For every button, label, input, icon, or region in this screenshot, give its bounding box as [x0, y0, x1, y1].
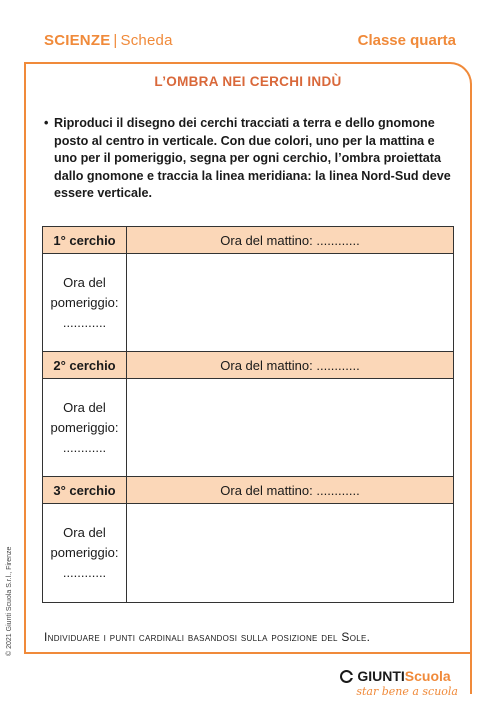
afternoon-blank: ............ [62, 565, 107, 580]
header-separator: | [113, 32, 118, 49]
subject-name: SCIENZE [44, 32, 111, 49]
instruction-text: Riproduci il disegno dei cerchi tracciati a terra e dello gnomone posto al centro in verticale. Con due colori, uno per la mattina e uno per il pomeriggio, segna per ogni cerchio, l’ombra proiettata dallo gnomone e traccia la linea meridiana: la linea Nord-Sud deve essere verticale. [54, 116, 451, 200]
afternoon-label-line1: Ora del [63, 400, 106, 415]
instruction [44, 115, 460, 203]
afternoon-label-line2: pomeriggio: [50, 545, 119, 560]
worksheet-title: L’OMBRA NEI CERCHI INDÙ [154, 74, 342, 89]
copyright-notice: © 2021 Giunti Scuola S.r.l., Firenze [6, 546, 13, 656]
logo-brand-b: Scuola [404, 668, 451, 684]
table-header-row [43, 477, 453, 504]
circle-label: 1° cerchio [43, 227, 127, 253]
drawing-area[interactable] [127, 504, 453, 602]
afternoon-time-cell[interactable] [43, 504, 127, 602]
logo-brand [340, 668, 458, 684]
circle-table-1 [42, 226, 454, 353]
giunti-g-icon [340, 670, 353, 683]
circle-table-3 [42, 476, 454, 603]
grade-label: Classe quarta [357, 32, 456, 49]
afternoon-label-line2: pomeriggio: [50, 420, 119, 435]
morning-time-cell[interactable]: Ora del mattino: ............ [220, 232, 360, 248]
afternoon-blank: ............ [62, 315, 107, 330]
bullet-icon: • [44, 116, 49, 130]
circle-label: 3° cerchio [43, 477, 127, 503]
afternoon-time-cell[interactable] [43, 254, 127, 352]
logo-tagline: star bene a scuola [356, 685, 458, 698]
frame-bottom-border [24, 652, 472, 654]
page-header [44, 32, 456, 52]
frame-left-border [24, 62, 26, 652]
drawing-area[interactable] [127, 379, 453, 477]
subject-label [44, 32, 173, 49]
table-body-row [43, 504, 453, 602]
afternoon-label-line1: Ora del [63, 525, 106, 540]
afternoon-blank: ............ [62, 440, 107, 455]
circle-label: 2° cerchio [43, 352, 127, 378]
afternoon-label-line2: pomeriggio: [50, 295, 119, 310]
table-header-row [43, 227, 453, 254]
publisher-logo [340, 668, 458, 698]
morning-time-cell[interactable]: Ora del mattino: ............ [220, 357, 360, 373]
drawing-area[interactable] [127, 254, 453, 352]
doc-type: Scheda [120, 32, 173, 49]
table-body-row [43, 379, 453, 477]
footer-note: Individuare i punti cardinali basandosi sulla posizione del Sole. [44, 630, 371, 644]
logo-brand-a: GIUNTI [357, 668, 405, 684]
afternoon-label-line1: Ora del [63, 275, 106, 290]
morning-time-cell[interactable]: Ora del mattino: ............ [220, 482, 360, 498]
table-header-row [43, 352, 453, 379]
circle-table-2 [42, 351, 454, 478]
afternoon-time-cell[interactable] [43, 379, 127, 477]
table-body-row [43, 254, 453, 352]
